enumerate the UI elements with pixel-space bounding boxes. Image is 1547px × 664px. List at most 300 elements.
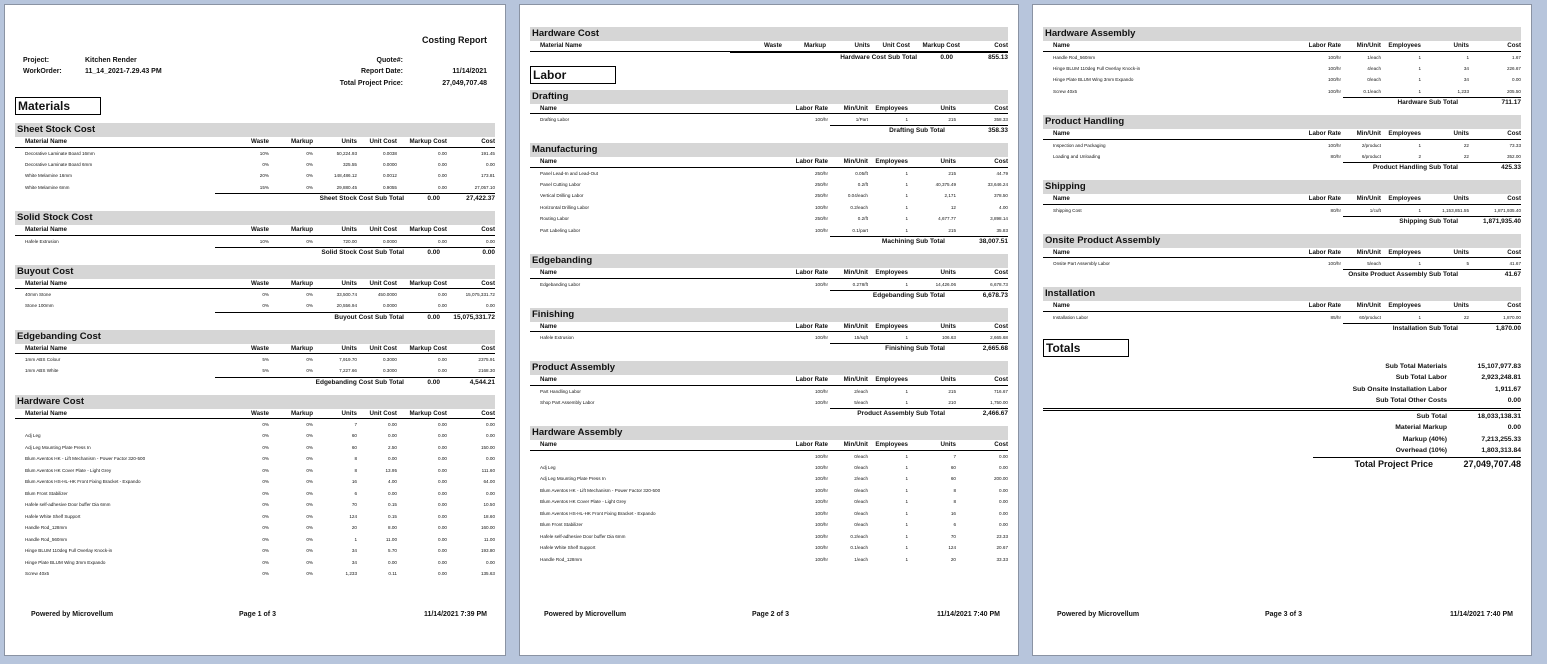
subtotal-value: 1,870.00	[1495, 324, 1521, 332]
subtotal-label: Edgebanding Cost Sub Total	[315, 378, 404, 386]
table-cell: 1	[905, 193, 908, 199]
table-cell: 5/each	[854, 399, 868, 405]
column-header: Labor Rate	[1295, 41, 1341, 51]
table-cell: 1	[354, 536, 357, 542]
section-table	[1043, 129, 1521, 162]
section-title: Buyout Cost	[15, 265, 495, 279]
table-row	[1043, 74, 1521, 86]
table-cell: 0.00	[999, 499, 1008, 505]
table-row	[1043, 258, 1521, 270]
subtotal-label: Machining Sub Total	[881, 238, 945, 245]
table-cell: Hinge BLUM 110deg Full Overlay Knock-in	[25, 548, 113, 554]
table-cell: Blum Aventos HK Cover Plate - Light Grey	[25, 467, 112, 473]
report-date: 11/14/2021	[452, 68, 487, 75]
table-cell: 0%	[262, 161, 269, 167]
column-header: Material Name	[15, 137, 225, 147]
column-header: Cost	[956, 375, 1008, 385]
report-page-3	[1032, 4, 1532, 656]
subtotal-label: Drafting Sub Total	[889, 127, 945, 134]
markup-label: Markup (40%)	[1402, 435, 1447, 443]
table-cell: 0.00	[999, 453, 1008, 459]
column-header: Min/Unit	[828, 157, 868, 167]
table-cell: 0%	[262, 490, 269, 496]
table-row	[530, 332, 1008, 344]
column-header: Units	[1421, 248, 1469, 258]
product-assembly-section	[530, 361, 1008, 418]
table-row	[1043, 204, 1521, 216]
section-table	[1043, 41, 1521, 97]
subtotal-row	[830, 236, 1008, 246]
section-table	[1043, 248, 1521, 270]
column-header: Units	[313, 279, 357, 289]
report-header	[15, 11, 495, 91]
table-cell: 1	[905, 388, 908, 394]
table-row	[15, 453, 495, 465]
product-handling-section	[1043, 115, 1521, 172]
table-cell: 35.83	[996, 227, 1008, 233]
table-cell: 0.2/each	[850, 533, 868, 539]
header-row	[530, 41, 1008, 51]
table-cell: 1	[905, 510, 908, 516]
table-cell: 6	[953, 522, 956, 528]
table-row	[530, 519, 1008, 531]
table-cell: 250/hr	[814, 170, 828, 176]
table-cell: 100/hr	[814, 487, 828, 493]
table-cell: 0.0000	[382, 161, 397, 167]
table-cell: 0%	[262, 292, 269, 297]
subtotal-markup: 0.00	[940, 53, 953, 61]
table-cell: 450.0000	[377, 292, 397, 297]
subtotal-label: Buyout Cost Sub Total	[334, 313, 404, 321]
table-row	[1043, 63, 1521, 75]
section-table	[530, 157, 1008, 236]
table-row	[1043, 86, 1521, 98]
table-row	[15, 534, 495, 546]
table-cell: 0.0000	[382, 303, 397, 309]
total-project-price-value: 27,049,707.48	[1463, 459, 1521, 469]
workorder-value: 11_14_2021-7.29.43 PM	[85, 68, 162, 75]
table-row	[15, 170, 495, 182]
table-cell: Routing Labor	[540, 216, 569, 222]
table-cell: 0.00	[438, 422, 447, 427]
table-cell: 20,556.94	[336, 303, 357, 309]
table-cell: 2	[1418, 153, 1421, 159]
table-cell: Drafting Labor	[540, 117, 570, 122]
quote-label: Quote#:	[376, 57, 403, 64]
footer-brand: Powered by Microvellum	[1057, 611, 1140, 618]
sheet-stock-section	[15, 123, 495, 203]
table-cell: 2168.30	[478, 368, 495, 374]
table-cell: Adj Leg	[25, 433, 41, 439]
table-cell: 50,224.93	[336, 150, 357, 156]
table-cell: 8	[953, 487, 956, 493]
table-row	[530, 397, 1008, 409]
table-row	[15, 419, 495, 431]
section-table	[15, 137, 495, 193]
table-cell: 352.00	[1506, 153, 1521, 159]
column-header: Cost	[1469, 129, 1521, 139]
table-cell: 100/hr	[814, 464, 828, 470]
column-header: Unit Cost	[357, 225, 397, 235]
column-header: Cost	[956, 440, 1008, 450]
table-cell: 1,233	[345, 571, 357, 577]
table-cell: 100/hr	[814, 204, 828, 210]
table-cell: 100/hr	[814, 556, 828, 562]
table-cell: 0%	[306, 238, 313, 244]
subtotal-row	[1343, 162, 1521, 172]
table-cell: Blum Front Stabilizer	[25, 490, 68, 496]
table-cell: Handle Rod_128mm	[540, 556, 583, 562]
sub-materials-label: Sub Total Materials	[1385, 362, 1447, 370]
table-cell: 70	[950, 533, 956, 539]
column-header: Unit Cost	[357, 137, 397, 147]
table-cell: 6,678.73	[990, 281, 1008, 287]
table-cell: 2/product	[1361, 142, 1381, 148]
onsite-assembly-section	[1043, 234, 1521, 280]
project-label: Project:	[23, 57, 50, 64]
hardware-cost-continued	[530, 27, 1008, 62]
subtotal-value: 425.33	[1501, 164, 1521, 171]
table-cell: 0%	[306, 433, 313, 439]
table-cell: 1/Part	[855, 117, 868, 122]
column-header: Employees	[1381, 248, 1421, 258]
report-title: Costing Report	[422, 35, 487, 45]
table-cell: 0.00	[438, 559, 447, 565]
table-cell: 0%	[306, 368, 313, 374]
table-cell: 0%	[262, 444, 269, 450]
table-cell: 40,375.49	[935, 181, 956, 187]
section-title: Hardware Assembly	[530, 426, 1008, 440]
subtotal-row	[1343, 323, 1521, 333]
column-header: Labor Rate	[1295, 194, 1341, 204]
table-cell: 1	[905, 281, 908, 287]
table-cell	[15, 419, 225, 431]
column-header: Cost	[447, 279, 495, 289]
table-cell: 250/hr	[814, 181, 828, 187]
table-cell: 0%	[262, 548, 269, 554]
table-row	[1043, 51, 1521, 63]
table-cell: 1	[905, 335, 908, 340]
table-cell: 11.00	[483, 536, 495, 542]
table-cell: 10%	[259, 150, 269, 156]
section-table	[530, 104, 1008, 126]
table-cell: 0%	[306, 513, 313, 519]
table-cell: 0/each	[1367, 77, 1381, 83]
column-header: Material Name	[530, 41, 738, 51]
table-cell: 0%	[306, 525, 313, 531]
total-project-price-label: Total Project Price	[1354, 459, 1433, 469]
table-cell: Hinge Plate BLUM Wing 3mm Expando	[25, 559, 106, 565]
column-header: Units	[1421, 194, 1469, 204]
table-cell: 0.1/each	[850, 545, 868, 551]
column-header: Units	[908, 104, 956, 114]
table-row	[15, 354, 495, 366]
column-header: Labor Rate	[1295, 301, 1341, 311]
table-cell: 0.00	[438, 303, 447, 309]
total-price: 27,049,707.48	[442, 80, 487, 87]
subtotal-value: 18,033,138.31	[1477, 412, 1521, 420]
section-table	[15, 225, 495, 247]
column-header: Name	[1043, 194, 1295, 204]
table-cell: 29,880.45	[336, 184, 357, 190]
column-header: Markup	[269, 225, 313, 235]
table-cell: 0.00	[486, 303, 495, 309]
table-cell: 1,871,935.40	[1494, 207, 1521, 213]
table-cell: Part Labeling Labor	[540, 227, 581, 233]
table-cell: 193.80	[480, 548, 495, 554]
table-cell: Decorative Laminate Board 6mm	[25, 161, 93, 167]
subtotal-row	[1343, 269, 1521, 279]
table-cell: 8	[354, 467, 357, 473]
column-header: Labor Rate	[782, 440, 828, 450]
sub-labor-label: Sub Total Labor	[1395, 374, 1447, 382]
table-cell: Hafele White Shelf Support	[25, 513, 81, 519]
column-header: Markup Cost	[397, 225, 447, 235]
edgebanding-cost-section	[15, 330, 495, 387]
subtotal-value: 711.17	[1501, 99, 1521, 106]
table-cell: 100/hr	[1327, 77, 1341, 83]
table-cell: 0.3000	[382, 368, 397, 374]
footer-date: 11/14/2021 7:40 PM	[936, 611, 1000, 618]
table-cell: 20	[351, 525, 357, 531]
sub-other-label: Sub Total Other Costs	[1375, 397, 1447, 405]
totals-heading: Totals	[1043, 339, 1129, 357]
table-cell: Hafele Extrusion	[540, 335, 574, 340]
column-header: Cost	[1469, 194, 1521, 204]
column-header: Name	[530, 157, 782, 167]
table-cell: 34	[351, 548, 357, 554]
section-title: Product Assembly	[530, 361, 1008, 375]
column-header: Markup Cost	[397, 137, 447, 147]
subtotal-row	[215, 312, 495, 322]
table-cell: 1	[1418, 54, 1421, 60]
column-header: Name	[1043, 248, 1295, 258]
column-header: Employees	[868, 268, 908, 278]
table-cell: Panel Lead-In and Lead-Out	[540, 170, 598, 176]
table-cell: 100/hr	[814, 388, 828, 394]
table-cell: 100/hr	[814, 476, 828, 482]
table-cell: 1	[905, 476, 908, 482]
table-cell: 100/hr	[814, 335, 828, 340]
column-header: Employees	[1381, 194, 1421, 204]
column-header: Units	[313, 344, 357, 354]
table-cell: 1	[905, 117, 908, 122]
table-cell: Screw 40x5	[25, 571, 50, 577]
column-header: Labor Rate	[782, 268, 828, 278]
table-cell: 22	[1463, 153, 1469, 159]
table-cell: Blum Aventos HK Cover Plate - Light Grey	[540, 499, 627, 505]
table-cell: 0.00	[438, 513, 447, 519]
subtotal-markup: 0.00	[427, 313, 440, 321]
table-cell: 0%	[262, 467, 269, 473]
overhead-value: 1,803,313.84	[1481, 447, 1521, 455]
table-cell: 0/each	[854, 464, 868, 470]
table-cell: 20%	[259, 173, 269, 179]
header-row	[1043, 301, 1521, 311]
table-row	[530, 385, 1008, 397]
table-cell: 1	[1466, 54, 1469, 60]
table-cell: Hafele Extrusion	[25, 238, 59, 244]
table-cell: 2,171	[944, 193, 956, 199]
column-header: Labor Rate	[782, 375, 828, 385]
table-row	[15, 182, 495, 194]
table-cell: 20.67	[996, 545, 1008, 551]
subtotal-value: 38,007.51	[979, 238, 1008, 245]
table-cell: 33,646.24	[987, 181, 1008, 187]
table-cell: 1	[905, 181, 908, 187]
table-cell: 0/each	[854, 499, 868, 505]
column-header: Markup	[269, 344, 313, 354]
table-cell: 100/hr	[814, 510, 828, 516]
table-cell: 0.00	[486, 456, 495, 462]
table-cell: 100/hr	[814, 399, 828, 405]
table-cell: 20	[950, 556, 956, 562]
header-row	[15, 409, 495, 419]
footer-date: 11/14/2021 7:40 PM	[1449, 611, 1513, 618]
table-cell: 2375.91	[478, 357, 495, 362]
table-cell: 191.45	[480, 150, 495, 156]
table-cell: 0.11	[388, 571, 397, 577]
table-cell: 5/each	[1367, 261, 1381, 266]
subtotal-value: 41.67	[1504, 271, 1521, 278]
subtotal-value: 2,665.68	[982, 345, 1008, 352]
table-cell: 100/hr	[814, 281, 828, 287]
column-header: Cost	[956, 268, 1008, 278]
table-cell: 6	[354, 490, 357, 496]
table-cell: 0.00	[1512, 77, 1521, 83]
table-cell: 0%	[262, 479, 269, 485]
solid-stock-section	[15, 211, 495, 257]
table-cell: 100/hr	[1327, 65, 1341, 71]
table-cell: 0.00	[438, 490, 447, 496]
table-cell: 0%	[262, 536, 269, 542]
table-cell: 1	[905, 499, 908, 505]
report-date-label: Report Date:	[360, 68, 403, 75]
column-header: Unit Cost	[357, 279, 397, 289]
column-header: Min/Unit	[828, 104, 868, 114]
table-row	[15, 522, 495, 534]
table-cell: 0.00	[438, 184, 447, 190]
table-cell: Horizontal Drilling Labor	[540, 204, 590, 210]
table-cell: 12	[950, 204, 956, 210]
table-row	[530, 213, 1008, 225]
table-cell: 33.33	[996, 556, 1008, 562]
table-cell: 0%	[262, 571, 269, 577]
table-cell: 2,665.68	[990, 335, 1008, 340]
manufacturing-section	[530, 143, 1008, 246]
table-cell: 73.33	[1509, 142, 1521, 148]
table-cell: 34	[1463, 65, 1469, 71]
table-cell: 1	[905, 522, 908, 528]
column-header: Employees	[1381, 301, 1421, 311]
header-row	[530, 440, 1008, 450]
table-row	[15, 235, 495, 247]
table-row	[530, 554, 1008, 566]
table-cell: Onsite Part Assembly Labor	[1053, 261, 1110, 266]
table-cell: White Melamine 6mm	[25, 184, 70, 190]
sub-labor-value: 2,923,248.81	[1481, 374, 1521, 382]
table-cell: 100/hr	[814, 533, 828, 539]
table-cell: 1	[1418, 261, 1421, 266]
table-cell: 80/hr	[1330, 207, 1341, 213]
table-cell: 0%	[306, 303, 313, 309]
table-cell: Edgebanding Labor	[540, 281, 581, 287]
table-row	[530, 179, 1008, 191]
column-header: Cost	[1469, 41, 1521, 51]
table-cell: 0.1/part	[852, 227, 868, 233]
column-header: Units	[1421, 41, 1469, 51]
table-cell: 0.00	[388, 559, 397, 565]
header-row	[1043, 41, 1521, 51]
column-header: Markup	[782, 41, 826, 51]
table-cell: 7,919.70	[339, 357, 357, 362]
column-header: Waste	[225, 409, 269, 419]
column-header: Units	[313, 225, 357, 235]
table-cell: White Melamine 16mm	[25, 173, 72, 179]
footer-brand: Powered by Microvellum	[544, 611, 627, 618]
table-cell: 0.00	[438, 292, 447, 297]
subtotal-value: 358.33	[988, 127, 1008, 134]
table-cell: 22	[1463, 314, 1469, 320]
drafting-section	[530, 90, 1008, 136]
report-page-2	[519, 4, 1019, 656]
table-cell: 378.50	[993, 193, 1008, 199]
table-cell: 40mm Stone	[25, 292, 52, 297]
table-cell: 10.50	[483, 502, 495, 508]
table-cell: 0%	[306, 559, 313, 565]
table-row	[15, 545, 495, 557]
table-cell: 0.2/each	[850, 204, 868, 210]
table-cell: 0.00	[486, 422, 495, 427]
table-row	[15, 488, 495, 500]
table-cell: 0%	[306, 479, 313, 485]
table-cell: 0.9055	[382, 184, 397, 190]
table-cell: 0.00	[438, 467, 447, 473]
column-header: Employees	[868, 104, 908, 114]
footer-brand: Powered by Microvellum	[31, 611, 114, 618]
table-cell: Adj Leg Mounting Plate Press In	[540, 476, 606, 482]
column-header: Cost	[447, 344, 495, 354]
table-row	[530, 450, 1008, 462]
section-title: Manufacturing	[530, 143, 1008, 157]
table-cell: 1mm ABS White	[25, 368, 59, 374]
table-cell: 100/hr	[814, 117, 828, 122]
column-header: Min/Unit	[1341, 194, 1381, 204]
table-cell: 33,500.74	[336, 292, 357, 297]
table-cell: 41.67	[1509, 261, 1521, 266]
table-cell: 14,426.06	[935, 281, 956, 287]
table-cell: 0.00	[999, 510, 1008, 516]
table-cell: 358.33	[993, 117, 1008, 122]
subtotal-label: Sheet Stock Cost Sub Total	[319, 195, 404, 202]
table-cell: 15%	[259, 184, 269, 190]
table-cell: Hinge BLUM 110deg Full Overlay Knock-in	[1053, 65, 1141, 71]
table-cell: 1,233	[1457, 88, 1469, 94]
table-cell: Handle Rod_128mm	[25, 525, 68, 531]
table-cell: Blum Aventos HS-HL-HK Front Fixing Bracket - Expando	[25, 479, 141, 485]
table-cell: Adj Leg	[540, 464, 556, 470]
table-cell: 720.00	[342, 238, 357, 244]
column-header: Waste	[738, 41, 782, 51]
table-cell: 1	[905, 227, 908, 233]
table-cell: 0.00	[438, 161, 447, 167]
table-cell	[530, 450, 782, 462]
table-cell: 215	[948, 388, 956, 394]
column-header: Material Name	[15, 344, 225, 354]
column-header: Cost	[956, 157, 1008, 167]
table-row	[530, 496, 1008, 508]
table-cell: 215	[948, 227, 956, 233]
